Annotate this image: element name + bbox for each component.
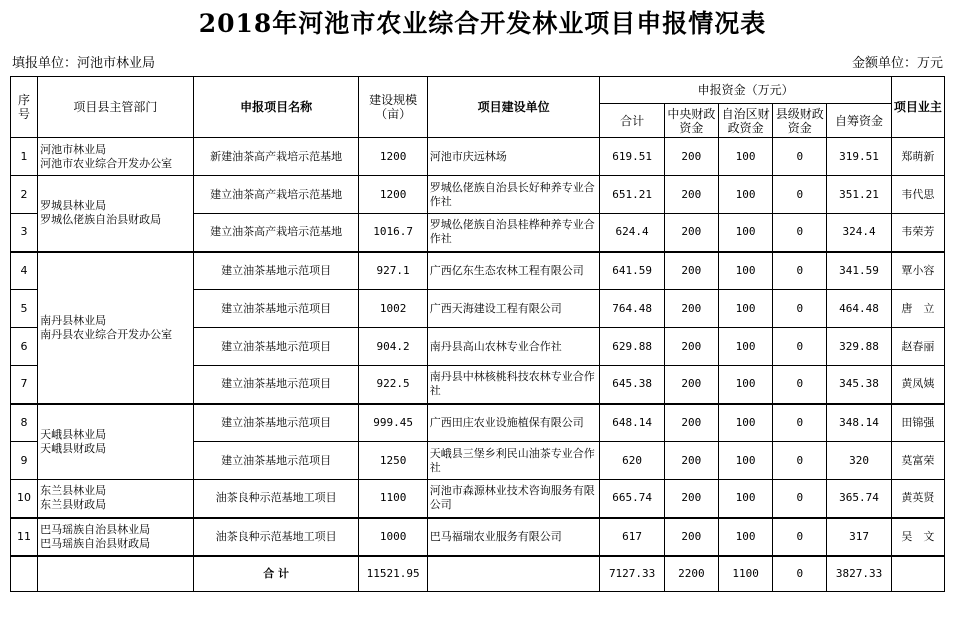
cell-region: 100 xyxy=(718,138,772,176)
cell-self: 351.21 xyxy=(827,176,891,214)
header-owner: 项目业主 xyxy=(891,77,944,138)
cell-owner: 赵春丽 xyxy=(891,328,944,366)
cell-unit: 河池市庆远林场 xyxy=(427,138,600,176)
header-funds: 申报资金（万元） xyxy=(600,77,891,104)
cell-self: 324.4 xyxy=(827,214,891,252)
cell-scale: 904.2 xyxy=(359,328,427,366)
totals-total: 7127.33 xyxy=(600,556,664,592)
cell-scale: 1002 xyxy=(359,290,427,328)
cell-county: 0 xyxy=(773,328,827,366)
cell-central: 200 xyxy=(664,214,718,252)
cell-dept: 天峨县林业局 天峨县财政局 xyxy=(38,404,194,480)
cell-seq: 4 xyxy=(11,252,38,290)
cell-seq: 11 xyxy=(11,518,38,556)
cell-county: 0 xyxy=(773,214,827,252)
cell-county: 0 xyxy=(773,404,827,442)
cell-scale: 999.45 xyxy=(359,404,427,442)
cell-owner: 唐 立 xyxy=(891,290,944,328)
cell-seq: 9 xyxy=(11,442,38,480)
table-body xyxy=(11,77,945,592)
cell-total: 617 xyxy=(600,518,664,556)
cell-owner: 黄英贤 xyxy=(891,480,944,518)
cell-self: 319.51 xyxy=(827,138,891,176)
totals-label: 合 计 xyxy=(193,556,359,592)
cell-total: 641.59 xyxy=(600,252,664,290)
cell-self: 341.59 xyxy=(827,252,891,290)
cell-central: 200 xyxy=(664,328,718,366)
cell-total: 624.4 xyxy=(600,214,664,252)
cell-county: 0 xyxy=(773,138,827,176)
cell-self: 317 xyxy=(827,518,891,556)
cell-total: 629.88 xyxy=(600,328,664,366)
cell-owner: 吴 文 xyxy=(891,518,944,556)
cell-central: 200 xyxy=(664,518,718,556)
cell-dept: 罗城县林业局 罗城仫佬族自治县财政局 xyxy=(38,176,194,252)
cell-total: 620 xyxy=(600,442,664,480)
cell-unit: 天峨县三堡乡利民山油茶专业合作社 xyxy=(427,442,600,480)
cell-central: 200 xyxy=(664,442,718,480)
cell-project-name: 建立油茶高产栽培示范基地 xyxy=(193,176,359,214)
cell-project-name: 建立油茶基地示范项目 xyxy=(193,404,359,442)
totals-row xyxy=(11,556,945,592)
cell-unit: 罗城仫佬族自治县长好种养专业合作社 xyxy=(427,176,600,214)
cell-unit: 广西天海建设工程有限公司 xyxy=(427,290,600,328)
cell-total: 651.21 xyxy=(600,176,664,214)
cell-project-name: 新建油茶高产栽培示范基地 xyxy=(193,138,359,176)
cell-central: 200 xyxy=(664,480,718,518)
cell-owner: 郑萌新 xyxy=(891,138,944,176)
header-region: 自治区财政资金 xyxy=(718,104,772,138)
header-county: 县级财政资金 xyxy=(773,104,827,138)
cell-total: 648.14 xyxy=(600,404,664,442)
page-title: 2018年河池市农业综合开发林业项目申报情况表 xyxy=(198,9,767,38)
cell-scale: 1100 xyxy=(359,480,427,518)
cell-total: 645.38 xyxy=(600,366,664,404)
cell-project-name: 建立油茶基地示范项目 xyxy=(193,252,359,290)
cell-self: 365.74 xyxy=(827,480,891,518)
cell-scale: 1200 xyxy=(359,138,427,176)
project-table xyxy=(10,76,945,592)
totals-central: 2200 xyxy=(664,556,718,592)
cell-owner: 田锦强 xyxy=(891,404,944,442)
header-dept: 项目县主管部门 xyxy=(38,77,194,138)
cell-unit: 广西田庄农业设施植保有限公司 xyxy=(427,404,600,442)
cell-unit: 巴马福瑞农业服务有限公司 xyxy=(427,518,600,556)
reporting-unit: 填报单位：河池市林业局 xyxy=(12,56,156,71)
cell-scale: 1200 xyxy=(359,176,427,214)
header-total: 合计 xyxy=(600,104,664,138)
cell-scale: 1000 xyxy=(359,518,427,556)
cell-scale: 927.1 xyxy=(359,252,427,290)
cell-project-name: 建立油茶基地示范项目 xyxy=(193,328,359,366)
cell-scale: 1250 xyxy=(359,442,427,480)
cell-project-name: 建立油茶基地示范项目 xyxy=(193,366,359,404)
header-project-name: 申报项目名称 xyxy=(193,77,359,138)
cell-dept: 南丹县林业局 南丹县农业综合开发办公室 xyxy=(38,252,194,404)
cell-owner: 覃小容 xyxy=(891,252,944,290)
cell-unit: 南丹县高山农林专业合作社 xyxy=(427,328,600,366)
cell-central: 200 xyxy=(664,252,718,290)
header-seq: 序号 xyxy=(11,77,38,138)
cell-seq: 2 xyxy=(11,176,38,214)
cell-seq: 6 xyxy=(11,328,38,366)
cell-region: 100 xyxy=(718,366,772,404)
cell-seq: 5 xyxy=(11,290,38,328)
cell-central: 200 xyxy=(664,404,718,442)
header-scale: 建设规模（亩） xyxy=(359,77,427,138)
cell-total: 764.48 xyxy=(600,290,664,328)
cell-seq: 3 xyxy=(11,214,38,252)
header-central: 中央财政资金 xyxy=(664,104,718,138)
cell-owner: 韦代思 xyxy=(891,176,944,214)
cell-region: 100 xyxy=(718,214,772,252)
cell-seq: 10 xyxy=(11,480,38,518)
cell-dept: 河池市林业局 河池市农业综合开发办公室 xyxy=(38,138,194,176)
cell-total: 619.51 xyxy=(600,138,664,176)
totals-county: 0 xyxy=(773,556,827,592)
header-self: 自筹资金 xyxy=(827,104,891,138)
cell-region: 100 xyxy=(718,442,772,480)
cell-seq: 7 xyxy=(11,366,38,404)
cell-scale: 922.5 xyxy=(359,366,427,404)
table-row xyxy=(11,176,945,214)
table-row xyxy=(11,138,945,176)
cell-region: 100 xyxy=(718,252,772,290)
totals-region: 1100 xyxy=(718,556,772,592)
cell-region: 100 xyxy=(718,290,772,328)
cell-region: 100 xyxy=(718,176,772,214)
totals-empty xyxy=(427,556,600,592)
cell-self: 320 xyxy=(827,442,891,480)
cell-project-name: 油茶良种示范基地工项目 xyxy=(193,480,359,518)
totals-empty xyxy=(11,556,38,592)
cell-central: 200 xyxy=(664,366,718,404)
cell-county: 0 xyxy=(773,518,827,556)
cell-unit: 南丹县中林核桃科技农林专业合作社 xyxy=(427,366,600,404)
table-row xyxy=(11,252,945,290)
cell-dept: 东兰县林业局 东兰县财政局 xyxy=(38,480,194,518)
cell-scale: 1016.7 xyxy=(359,214,427,252)
cell-region: 100 xyxy=(718,328,772,366)
cell-self: 348.14 xyxy=(827,404,891,442)
cell-project-name: 油茶良种示范基地工项目 xyxy=(193,518,359,556)
table-row xyxy=(11,480,945,518)
cell-region: 100 xyxy=(718,518,772,556)
cell-project-name: 建立油茶高产栽培示范基地 xyxy=(193,214,359,252)
cell-central: 200 xyxy=(664,176,718,214)
cell-county: 0 xyxy=(773,252,827,290)
cell-county: 0 xyxy=(773,290,827,328)
cell-unit: 广西亿东生态农林工程有限公司 xyxy=(427,252,600,290)
header-unit: 项目建设单位 xyxy=(427,77,600,138)
cell-self: 345.38 xyxy=(827,366,891,404)
cell-project-name: 建立油茶基地示范项目 xyxy=(193,442,359,480)
cell-self: 329.88 xyxy=(827,328,891,366)
cell-project-name: 建立油茶基地示范项目 xyxy=(193,290,359,328)
cell-region: 100 xyxy=(718,480,772,518)
cell-county: 0 xyxy=(773,442,827,480)
cell-seq: 1 xyxy=(11,138,38,176)
totals-empty xyxy=(38,556,194,592)
cell-owner: 黄凤姨 xyxy=(891,366,944,404)
totals-self: 3827.33 xyxy=(827,556,891,592)
cell-self: 464.48 xyxy=(827,290,891,328)
cell-dept: 巴马瑶族自治县林业局 巴马瑶族自治县财政局 xyxy=(38,518,194,556)
cell-unit: 河池市森源林业技术咨询服务有限公司 xyxy=(427,480,600,518)
amount-unit: 金额单位：万元 xyxy=(851,56,943,71)
cell-county: 0 xyxy=(773,480,827,518)
totals-empty xyxy=(891,556,944,592)
table-row xyxy=(11,518,945,556)
cell-seq: 8 xyxy=(11,404,38,442)
cell-county: 0 xyxy=(773,366,827,404)
cell-owner: 莫富荣 xyxy=(891,442,944,480)
cell-county: 0 xyxy=(773,176,827,214)
cell-central: 200 xyxy=(664,290,718,328)
cell-unit: 罗城仫佬族自治县桂桦种养专业合作社 xyxy=(427,214,600,252)
totals-scale: 11521.95 xyxy=(359,556,427,592)
cell-region: 100 xyxy=(718,404,772,442)
cell-total: 665.74 xyxy=(600,480,664,518)
cell-central: 200 xyxy=(664,138,718,176)
table-row xyxy=(11,404,945,442)
cell-owner: 韦荣芳 xyxy=(891,214,944,252)
header-row-1 xyxy=(11,77,945,104)
